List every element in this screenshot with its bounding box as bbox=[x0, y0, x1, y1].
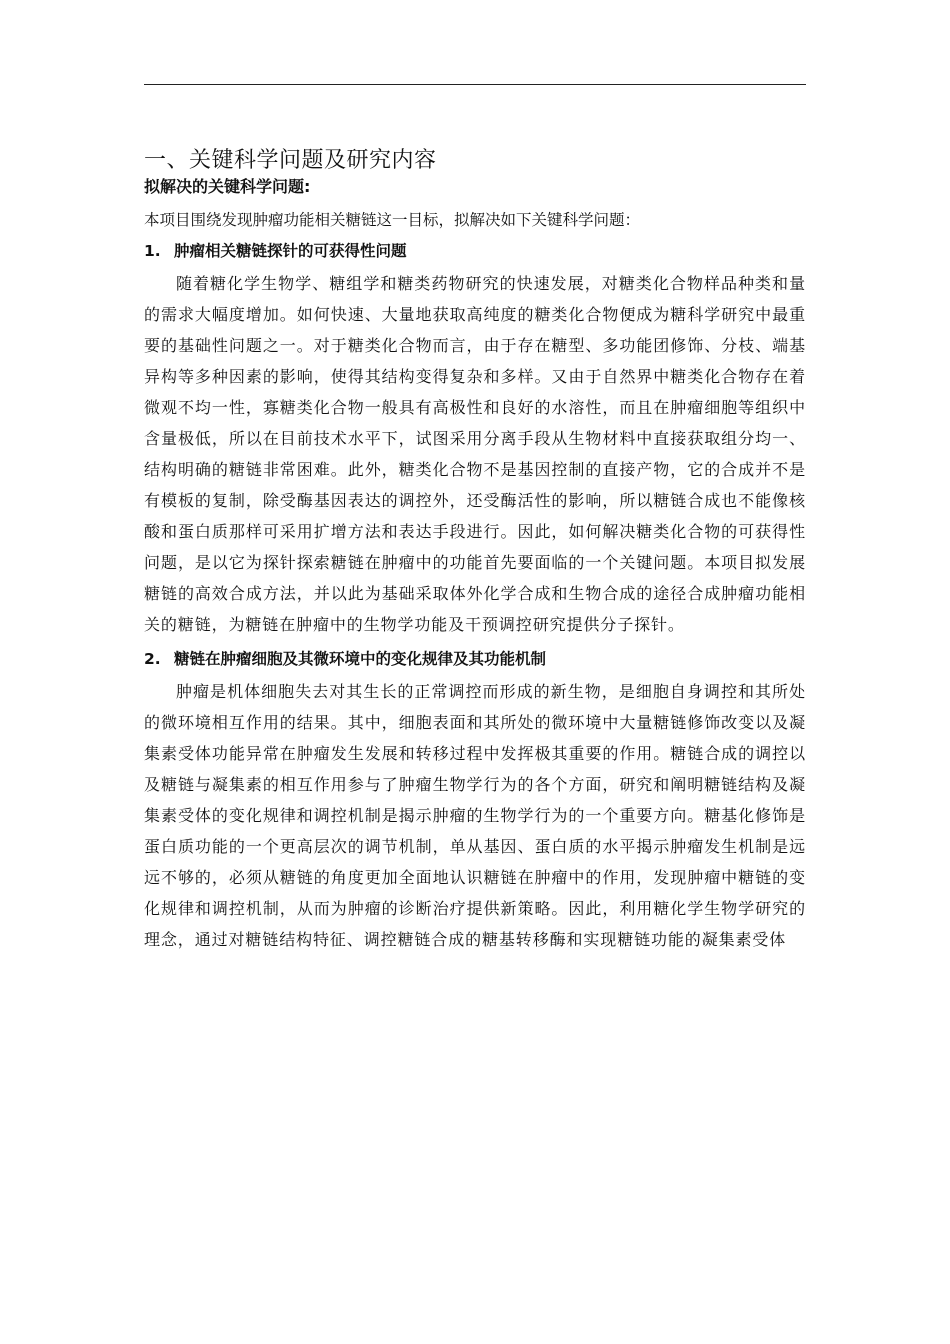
section-title: 一、关键科学问题及研究内容 bbox=[144, 148, 437, 173]
question-heading bbox=[144, 236, 806, 266]
document-body bbox=[144, 146, 806, 959]
question-number: 2. bbox=[144, 650, 161, 668]
question-paragraph: 随着糖化学生物学、糖组学和糖类药物研究的快速发展，对糖类化合物样品种类和量的需求大幅度增加。如何快速、大量地获取高纯度的糖类化合物便成为糖科学研究中最重要的基础性问题之一。对于糖类化合物而言，由于存在糖型、多功能团修饰、分枝、端基异构等多种因素的影响，使得其结构变得复杂和多样。又由于自然界中糖类化合物存在着微观不均一性，寡糖类化合物一般具有高极性和良好的水溶性，而且在肿瘤细胞等组织中含量极低，所以在目前技术水平下，试图采用分离手段从生物材料中直接获取组分均一、结构明确的糖链非常困难。此外，糖类化合物不是基因控制的直接产物，它的合成并不是有模板的复制，除受酶基因表达的调控外，还受酶活性的影响，所以糖链合成也不能像核酸和蛋白质那样可采用扩增方法和表达手段进行。因此，如何解决糖类化合物的可获得性问题，是以它为探针探索糖链在肿瘤中的功能首先要面临的一个关键问题。本项目拟发展糖链的高效合成方法，并以此为基础采取体外化学合成和生物合成的途径合成肿瘤功能相关的糖链，为糖链在肿瘤中的生物学功能及干预调控研究提供分子探针。 bbox=[144, 274, 806, 634]
question-item-1 bbox=[144, 236, 806, 640]
header-rule bbox=[144, 84, 806, 85]
question-heading-text: 肿瘤相关糖链探针的可获得性问题 bbox=[174, 242, 407, 260]
subsection-title: 拟解决的关键科学问题: bbox=[144, 177, 311, 196]
intro-paragraph: 本项目围绕发现肿瘤功能相关糖链这一目标，拟解决如下关键科学问题： bbox=[144, 211, 641, 229]
question-paragraph: 肿瘤是机体细胞失去对其生长的正常调控而形成的新生物，是细胞自身调控和其所处的微环境相互作用的结果。其中，细胞表面和其所处的微环境中大量糖链修饰改变以及凝集素受体功能异常在肿瘤发生发展和转移过程中发挥极其重要的作用。糖链合成的调控以及糖链与凝集素的相互作用参与了肿瘤生物学行为的各个方面，研究和阐明糖链结构及凝集素受体的变化规律和调控机制是揭示肿瘤的生物学行为的一个重要方向。糖基化修饰是蛋白质功能的一个更高层次的调节机制，单从基因、蛋白质的水平揭示肿瘤发生机制是远远不够的，必须从糖链的角度更加全面地认识糖链在肿瘤中的作用，发现肿瘤中糖链的变化规律和调控机制，从而为肿瘤的诊断治疗提供新策略。因此，利用糖化学生物学研究的理念，通过对糖链结构特征、调控糖链合成的糖基转移酶和实现糖链功能的凝集素受体 bbox=[144, 682, 806, 949]
question-heading-text: 糖链在肿瘤细胞及其微环境中的变化规律及其功能机制 bbox=[174, 650, 547, 668]
question-heading bbox=[144, 644, 806, 674]
question-item-2 bbox=[144, 644, 806, 955]
question-number: 1. bbox=[144, 242, 161, 260]
